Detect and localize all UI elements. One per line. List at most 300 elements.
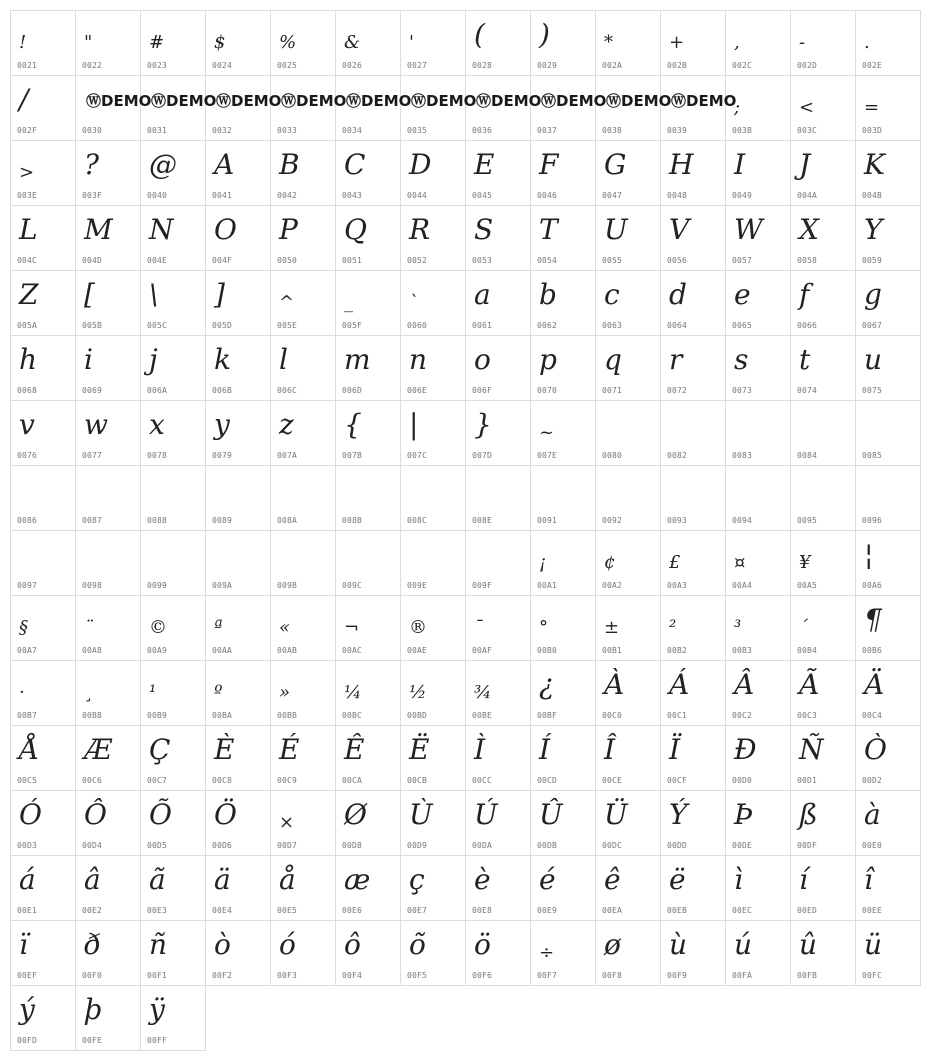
glyph-code-label: 00D1 bbox=[797, 776, 818, 785]
glyph-cell bbox=[336, 596, 401, 661]
glyph-cell bbox=[791, 141, 856, 206]
glyph-cell bbox=[11, 11, 76, 76]
glyph-code-label: 006D bbox=[342, 386, 363, 395]
glyph-sample: ¦ bbox=[864, 538, 874, 571]
glyph-cell bbox=[206, 726, 271, 791]
glyph-cell bbox=[596, 791, 661, 856]
glyph-cell bbox=[726, 661, 791, 726]
glyph-code-label: 00D0 bbox=[732, 776, 753, 785]
glyph-cell bbox=[11, 141, 76, 206]
glyph-code-label: 0057 bbox=[732, 256, 753, 265]
glyph-cell bbox=[336, 856, 401, 921]
glyph-code-label: 00F4 bbox=[342, 971, 363, 980]
glyph-cell bbox=[726, 336, 791, 401]
glyph-code-label: 00FA bbox=[732, 971, 753, 980]
glyph-cell bbox=[661, 76, 737, 141]
glyph-cell bbox=[466, 336, 531, 401]
glyph-sample: ª bbox=[214, 617, 223, 638]
glyph-cell bbox=[11, 596, 76, 661]
glyph-code-label: 0029 bbox=[537, 61, 558, 70]
glyph-code-label: 0082 bbox=[667, 451, 688, 460]
glyph-cell bbox=[401, 141, 466, 206]
glyph-sample: f bbox=[799, 278, 810, 311]
glyph-sample: b bbox=[539, 278, 557, 311]
glyph-cell bbox=[141, 271, 206, 336]
glyph-sample: . bbox=[864, 32, 870, 53]
glyph-sample: Õ bbox=[149, 798, 172, 831]
glyph-code-label: 00EF bbox=[17, 971, 38, 980]
glyph-sample: ] bbox=[214, 278, 225, 311]
glyph-cell bbox=[466, 531, 531, 596]
glyph-cell bbox=[141, 76, 217, 141]
glyph-cell bbox=[726, 11, 791, 76]
glyph-cell bbox=[531, 206, 596, 271]
glyph-cell bbox=[596, 401, 661, 466]
glyph-sample: B bbox=[279, 148, 300, 181]
glyph-code-label: 00B9 bbox=[147, 711, 168, 720]
glyph-sample: ï bbox=[19, 928, 28, 961]
glyph-sample: t bbox=[799, 343, 811, 376]
glyph-code-label: 005B bbox=[82, 321, 103, 330]
glyph-cell bbox=[661, 726, 726, 791]
demo-watermark: ⓌDEMO bbox=[671, 92, 737, 110]
glyph-sample: Y bbox=[864, 213, 883, 246]
glyph-code-label: 00CA bbox=[342, 776, 363, 785]
glyph-code-label: 00A2 bbox=[602, 581, 623, 590]
glyph-code-label: 005A bbox=[17, 321, 38, 330]
glyph-sample: ¤ bbox=[734, 552, 746, 573]
glyph-code-label: 0041 bbox=[212, 191, 233, 200]
glyph-cell bbox=[726, 401, 791, 466]
glyph-sample: N bbox=[149, 213, 174, 246]
glyph-sample: ê bbox=[604, 863, 621, 896]
glyph-cell bbox=[141, 466, 206, 531]
glyph-cell bbox=[336, 206, 401, 271]
glyph-sample: A bbox=[214, 148, 235, 181]
glyph-cell bbox=[336, 466, 401, 531]
glyph-cell bbox=[531, 466, 596, 531]
glyph-sample: > bbox=[19, 162, 35, 183]
glyph-cell bbox=[596, 531, 661, 596]
glyph-sample: þ bbox=[84, 993, 102, 1026]
glyph-code-label: 00A9 bbox=[147, 646, 168, 655]
glyph-code-label: 00E3 bbox=[147, 906, 168, 915]
glyph-sample: m bbox=[344, 343, 371, 376]
glyph-cell bbox=[336, 141, 401, 206]
glyph-code-label: 00C7 bbox=[147, 776, 168, 785]
demo-watermark: ⓌDEMO bbox=[541, 92, 607, 110]
glyph-code-label: 0027 bbox=[407, 61, 428, 70]
glyph-sample: Ù bbox=[409, 798, 433, 831]
glyph-code-label: 00EA bbox=[602, 906, 623, 915]
glyph-code-label: 005C bbox=[147, 321, 168, 330]
glyph-code-label: 00A3 bbox=[667, 581, 688, 590]
glyph-code-label: 00F0 bbox=[82, 971, 103, 980]
demo-watermark: ⓌDEMO bbox=[606, 92, 672, 110]
glyph-cell bbox=[336, 336, 401, 401]
glyph-code-label: 00A4 bbox=[732, 581, 753, 590]
glyph-cell bbox=[531, 596, 596, 661]
glyph-code-label: 00BD bbox=[407, 711, 428, 720]
glyph-cell bbox=[531, 921, 596, 986]
glyph-sample: ñ bbox=[149, 928, 168, 961]
glyph-code-label: 00DD bbox=[667, 841, 688, 850]
glyph-code-label: 003E bbox=[17, 191, 38, 200]
glyph-code-label: 00C5 bbox=[17, 776, 38, 785]
glyph-code-label: 003D bbox=[862, 126, 883, 135]
glyph-cell bbox=[206, 596, 271, 661]
glyph-cell bbox=[401, 401, 466, 466]
glyph-code-label: 00CF bbox=[667, 776, 688, 785]
glyph-cell bbox=[596, 661, 661, 726]
glyph-sample: ß bbox=[799, 798, 818, 831]
glyph-cell bbox=[531, 76, 607, 141]
glyph-cell bbox=[661, 596, 726, 661]
glyph-code-label: 0043 bbox=[342, 191, 363, 200]
glyph-cell bbox=[466, 856, 531, 921]
glyph-cell bbox=[791, 661, 856, 726]
glyph-sample: Ö bbox=[214, 798, 237, 831]
glyph-code-label: 004C bbox=[17, 256, 38, 265]
glyph-cell bbox=[76, 726, 141, 791]
glyph-sample: l bbox=[279, 343, 288, 376]
glyph-cell bbox=[336, 76, 412, 141]
glyph-code-label: 00C4 bbox=[862, 711, 883, 720]
glyph-cell bbox=[271, 466, 336, 531]
glyph-sample: a bbox=[474, 278, 491, 311]
glyph-cell bbox=[531, 531, 596, 596]
glyph-sample: Þ bbox=[734, 798, 753, 831]
glyph-code-label: 0063 bbox=[602, 321, 623, 330]
glyph-code-label: 00E4 bbox=[212, 906, 233, 915]
glyph-code-label: 0056 bbox=[667, 256, 688, 265]
glyph-code-label: 00A7 bbox=[17, 646, 38, 655]
glyph-sample: å bbox=[279, 863, 296, 896]
glyph-cell bbox=[856, 76, 921, 141]
glyph-code-label: 00A1 bbox=[537, 581, 558, 590]
glyph-sample: ÷ bbox=[539, 942, 555, 963]
glyph-sample: c bbox=[604, 278, 620, 311]
glyph-cell bbox=[141, 206, 206, 271]
glyph-cell bbox=[466, 921, 531, 986]
glyph-cell bbox=[856, 11, 921, 76]
glyph-code-label: 006C bbox=[277, 386, 298, 395]
glyph-code-label: 005D bbox=[212, 321, 233, 330]
glyph-sample: ` bbox=[409, 292, 418, 313]
glyph-code-label: 00C8 bbox=[212, 776, 233, 785]
glyph-sample: ¹ bbox=[149, 682, 157, 703]
glyph-sample: ¨ bbox=[84, 617, 93, 638]
glyph-cell bbox=[271, 921, 336, 986]
glyph-code-label: 00B4 bbox=[797, 646, 818, 655]
glyph-code-label: 00CE bbox=[602, 776, 623, 785]
glyph-cell bbox=[271, 856, 336, 921]
glyph-cell bbox=[791, 531, 856, 596]
glyph-cell bbox=[401, 921, 466, 986]
glyph-code-label: 00E6 bbox=[342, 906, 363, 915]
glyph-sample: q bbox=[604, 343, 622, 376]
glyph-sample: ¬ bbox=[344, 617, 360, 638]
glyph-code-label: 0048 bbox=[667, 191, 688, 200]
glyph-cell bbox=[531, 336, 596, 401]
glyph-cell bbox=[596, 11, 661, 76]
glyph-sample: p bbox=[539, 343, 557, 376]
glyph-cell bbox=[466, 661, 531, 726]
glyph-cell bbox=[206, 791, 271, 856]
glyph-sample: à bbox=[864, 798, 881, 831]
glyph-code-label: 00D9 bbox=[407, 841, 428, 850]
glyph-sample: j bbox=[149, 343, 158, 376]
glyph-code-label: 00F9 bbox=[667, 971, 688, 980]
glyph-code-label: 002C bbox=[732, 61, 753, 70]
glyph-cell bbox=[466, 401, 531, 466]
glyph-code-label: 0096 bbox=[862, 516, 883, 525]
glyph-sample: ? bbox=[84, 148, 100, 181]
glyph-sample: % bbox=[279, 32, 297, 53]
glyph-code-label: 008A bbox=[277, 516, 298, 525]
glyph-sample: ¼ bbox=[344, 682, 362, 703]
glyph-cell bbox=[856, 596, 921, 661]
glyph-code-label: 00DF bbox=[797, 841, 818, 850]
glyph-sample: Ô bbox=[84, 798, 107, 831]
glyph-sample: Ø bbox=[344, 798, 367, 831]
glyph-code-label: 008E bbox=[472, 516, 493, 525]
glyph-code-label: 007B bbox=[342, 451, 363, 460]
glyph-sample: Ñ bbox=[799, 733, 824, 766]
glyph-cell bbox=[206, 531, 271, 596]
glyph-cell bbox=[141, 661, 206, 726]
glyph-code-label: 00D2 bbox=[862, 776, 883, 785]
glyph-code-label: 0042 bbox=[277, 191, 298, 200]
glyph-sample: ½ bbox=[409, 682, 427, 703]
glyph-cell bbox=[76, 856, 141, 921]
glyph-code-label: 00E0 bbox=[862, 841, 883, 850]
glyph-code-label: 0023 bbox=[147, 61, 168, 70]
glyph-cell bbox=[271, 596, 336, 661]
glyph-sample: â bbox=[84, 863, 101, 896]
glyph-cell bbox=[726, 921, 791, 986]
glyph-code-label: 00DA bbox=[472, 841, 493, 850]
glyph-cell bbox=[206, 466, 271, 531]
glyph-code-label: 0025 bbox=[277, 61, 298, 70]
glyph-cell bbox=[531, 11, 596, 76]
glyph-sample: ¡ bbox=[539, 552, 547, 573]
glyph-sample: Û bbox=[539, 798, 563, 831]
glyph-sample: á bbox=[19, 863, 36, 896]
glyph-cell bbox=[141, 401, 206, 466]
glyph-sample: J bbox=[799, 148, 811, 181]
glyph-cell bbox=[401, 596, 466, 661]
glyph-cell bbox=[11, 986, 76, 1051]
glyph-code-label: 0030 bbox=[82, 126, 103, 135]
glyph-cell bbox=[466, 76, 542, 141]
glyph-sample: × bbox=[279, 812, 295, 833]
glyph-code-label: 0071 bbox=[602, 386, 623, 395]
glyph-cell bbox=[206, 206, 271, 271]
glyph-cell bbox=[856, 271, 921, 336]
glyph-code-label: 00E7 bbox=[407, 906, 428, 915]
glyph-cell bbox=[531, 856, 596, 921]
glyph-code-label: 002E bbox=[862, 61, 883, 70]
glyph-sample: ( bbox=[474, 18, 485, 51]
glyph-sample: ° bbox=[539, 617, 548, 638]
glyph-code-label: 0095 bbox=[797, 516, 818, 525]
glyph-sample: ü bbox=[864, 928, 883, 961]
glyph-code-label: 0022 bbox=[82, 61, 103, 70]
glyph-cell bbox=[141, 791, 206, 856]
glyph-cell bbox=[466, 141, 531, 206]
demo-watermark: ⓌDEMO bbox=[281, 92, 347, 110]
glyph-sample: ì bbox=[734, 863, 743, 896]
glyph-sample: < bbox=[799, 97, 815, 118]
glyph-sample: Ã bbox=[799, 668, 820, 701]
glyph-code-label: 0051 bbox=[342, 256, 363, 265]
glyph-sample: È bbox=[214, 733, 235, 766]
glyph-sample: W bbox=[734, 213, 763, 246]
glyph-code-label: 0031 bbox=[147, 126, 168, 135]
glyph-sample: Î bbox=[604, 733, 616, 766]
glyph-code-label: 00C0 bbox=[602, 711, 623, 720]
glyph-code-label: 0084 bbox=[797, 451, 818, 460]
glyph-cell bbox=[11, 531, 76, 596]
glyph-cell bbox=[661, 531, 726, 596]
glyph-cell bbox=[791, 921, 856, 986]
glyph-cell bbox=[791, 401, 856, 466]
glyph-sample: u bbox=[864, 343, 883, 376]
glyph-cell bbox=[661, 791, 726, 856]
glyph-code-label: 003C bbox=[797, 126, 818, 135]
glyph-cell bbox=[336, 921, 401, 986]
glyph-sample: K bbox=[864, 148, 885, 181]
glyph-code-label: 0054 bbox=[537, 256, 558, 265]
glyph-code-label: 009F bbox=[472, 581, 493, 590]
glyph-cell bbox=[791, 791, 856, 856]
glyph-cell bbox=[401, 206, 466, 271]
glyph-cell bbox=[206, 11, 271, 76]
glyph-code-label: 00CB bbox=[407, 776, 428, 785]
glyph-cell bbox=[661, 206, 726, 271]
glyph-sample: = bbox=[864, 97, 880, 118]
glyph-sample: é bbox=[539, 863, 556, 896]
glyph-sample: Ë bbox=[409, 733, 430, 766]
glyph-code-label: 009C bbox=[342, 581, 363, 590]
glyph-sample: · bbox=[19, 682, 25, 703]
glyph-code-label: 00A5 bbox=[797, 581, 818, 590]
glyph-sample: O bbox=[214, 213, 237, 246]
glyph-cell bbox=[401, 856, 466, 921]
glyph-cell bbox=[856, 726, 921, 791]
glyph-sample: ã bbox=[149, 863, 166, 896]
glyph-code-label: 00AF bbox=[472, 646, 493, 655]
glyph-cell bbox=[791, 206, 856, 271]
glyph-sample: } bbox=[474, 408, 492, 441]
glyph-code-label: 0060 bbox=[407, 321, 428, 330]
glyph-code-label: 0066 bbox=[797, 321, 818, 330]
glyph-sample: Ü bbox=[604, 798, 628, 831]
glyph-cell bbox=[271, 726, 336, 791]
glyph-code-label: 0079 bbox=[212, 451, 233, 460]
glyph-code-label: 00BA bbox=[212, 711, 233, 720]
glyph-code-label: 0047 bbox=[602, 191, 623, 200]
glyph-cell bbox=[271, 141, 336, 206]
glyph-cell bbox=[856, 336, 921, 401]
glyph-code-label: 00CC bbox=[472, 776, 493, 785]
glyph-sample: o bbox=[474, 343, 491, 376]
glyph-sample: æ bbox=[344, 863, 371, 896]
glyph-sample: Ð bbox=[734, 733, 757, 766]
glyph-cell bbox=[726, 141, 791, 206]
glyph-cell bbox=[206, 856, 271, 921]
glyph-code-label: 006B bbox=[212, 386, 233, 395]
glyph-cell bbox=[271, 791, 336, 856]
glyph-sample: y bbox=[214, 408, 230, 441]
glyph-code-label: 0085 bbox=[862, 451, 883, 460]
glyph-cell bbox=[466, 726, 531, 791]
glyph-sample: Ý bbox=[669, 798, 688, 831]
glyph-cell bbox=[336, 726, 401, 791]
glyph-cell bbox=[141, 921, 206, 986]
glyph-cell bbox=[531, 141, 596, 206]
glyph-sample: / bbox=[19, 83, 29, 116]
glyph-sample: Á bbox=[669, 668, 690, 701]
glyph-sample: É bbox=[279, 733, 300, 766]
glyph-cell bbox=[76, 206, 141, 271]
glyph-cell bbox=[531, 726, 596, 791]
glyph-cell bbox=[76, 791, 141, 856]
glyph-cell bbox=[401, 76, 477, 141]
glyph-sample: _ bbox=[344, 292, 353, 313]
glyph-sample: Ç bbox=[149, 733, 171, 766]
glyph-code-label: 00A8 bbox=[82, 646, 103, 655]
glyph-sample: ø bbox=[604, 928, 621, 961]
glyph-code-label: 00AC bbox=[342, 646, 363, 655]
glyph-sample: L bbox=[19, 213, 38, 246]
glyph-sample: H bbox=[669, 148, 694, 181]
glyph-cell bbox=[726, 531, 791, 596]
glyph-code-label: 004D bbox=[82, 256, 103, 265]
glyph-code-label: 00BC bbox=[342, 711, 363, 720]
glyph-cell bbox=[791, 856, 856, 921]
glyph-sample: Ê bbox=[344, 733, 365, 766]
glyph-sample: & bbox=[344, 32, 361, 53]
glyph-cell bbox=[596, 206, 661, 271]
glyph-code-label: 008B bbox=[342, 516, 363, 525]
glyph-code-label: 00DB bbox=[537, 841, 558, 850]
glyph-cell bbox=[401, 271, 466, 336]
glyph-sample: Æ bbox=[84, 733, 113, 766]
glyph-code-label: 0087 bbox=[82, 516, 103, 525]
glyph-cell bbox=[856, 141, 921, 206]
glyph-cell bbox=[791, 336, 856, 401]
glyph-code-label: 00B2 bbox=[667, 646, 688, 655]
glyph-code-label: 00E5 bbox=[277, 906, 298, 915]
glyph-code-label: 00EC bbox=[732, 906, 753, 915]
glyph-code-label: 00EB bbox=[667, 906, 688, 915]
glyph-sample: Ì bbox=[474, 733, 486, 766]
glyph-cell bbox=[76, 661, 141, 726]
glyph-code-label: 00C1 bbox=[667, 711, 688, 720]
glyph-sample: ¶ bbox=[864, 603, 882, 636]
glyph-cell bbox=[856, 791, 921, 856]
glyph-cell bbox=[596, 141, 661, 206]
glyph-sample: ® bbox=[409, 617, 427, 638]
glyph-code-label: 00B1 bbox=[602, 646, 623, 655]
glyph-code-label: 00FE bbox=[82, 1036, 103, 1045]
glyph-sample: F bbox=[539, 148, 559, 181]
glyph-code-label: 0034 bbox=[342, 126, 363, 135]
glyph-code-label: 00EE bbox=[862, 906, 883, 915]
glyph-cell bbox=[531, 271, 596, 336]
